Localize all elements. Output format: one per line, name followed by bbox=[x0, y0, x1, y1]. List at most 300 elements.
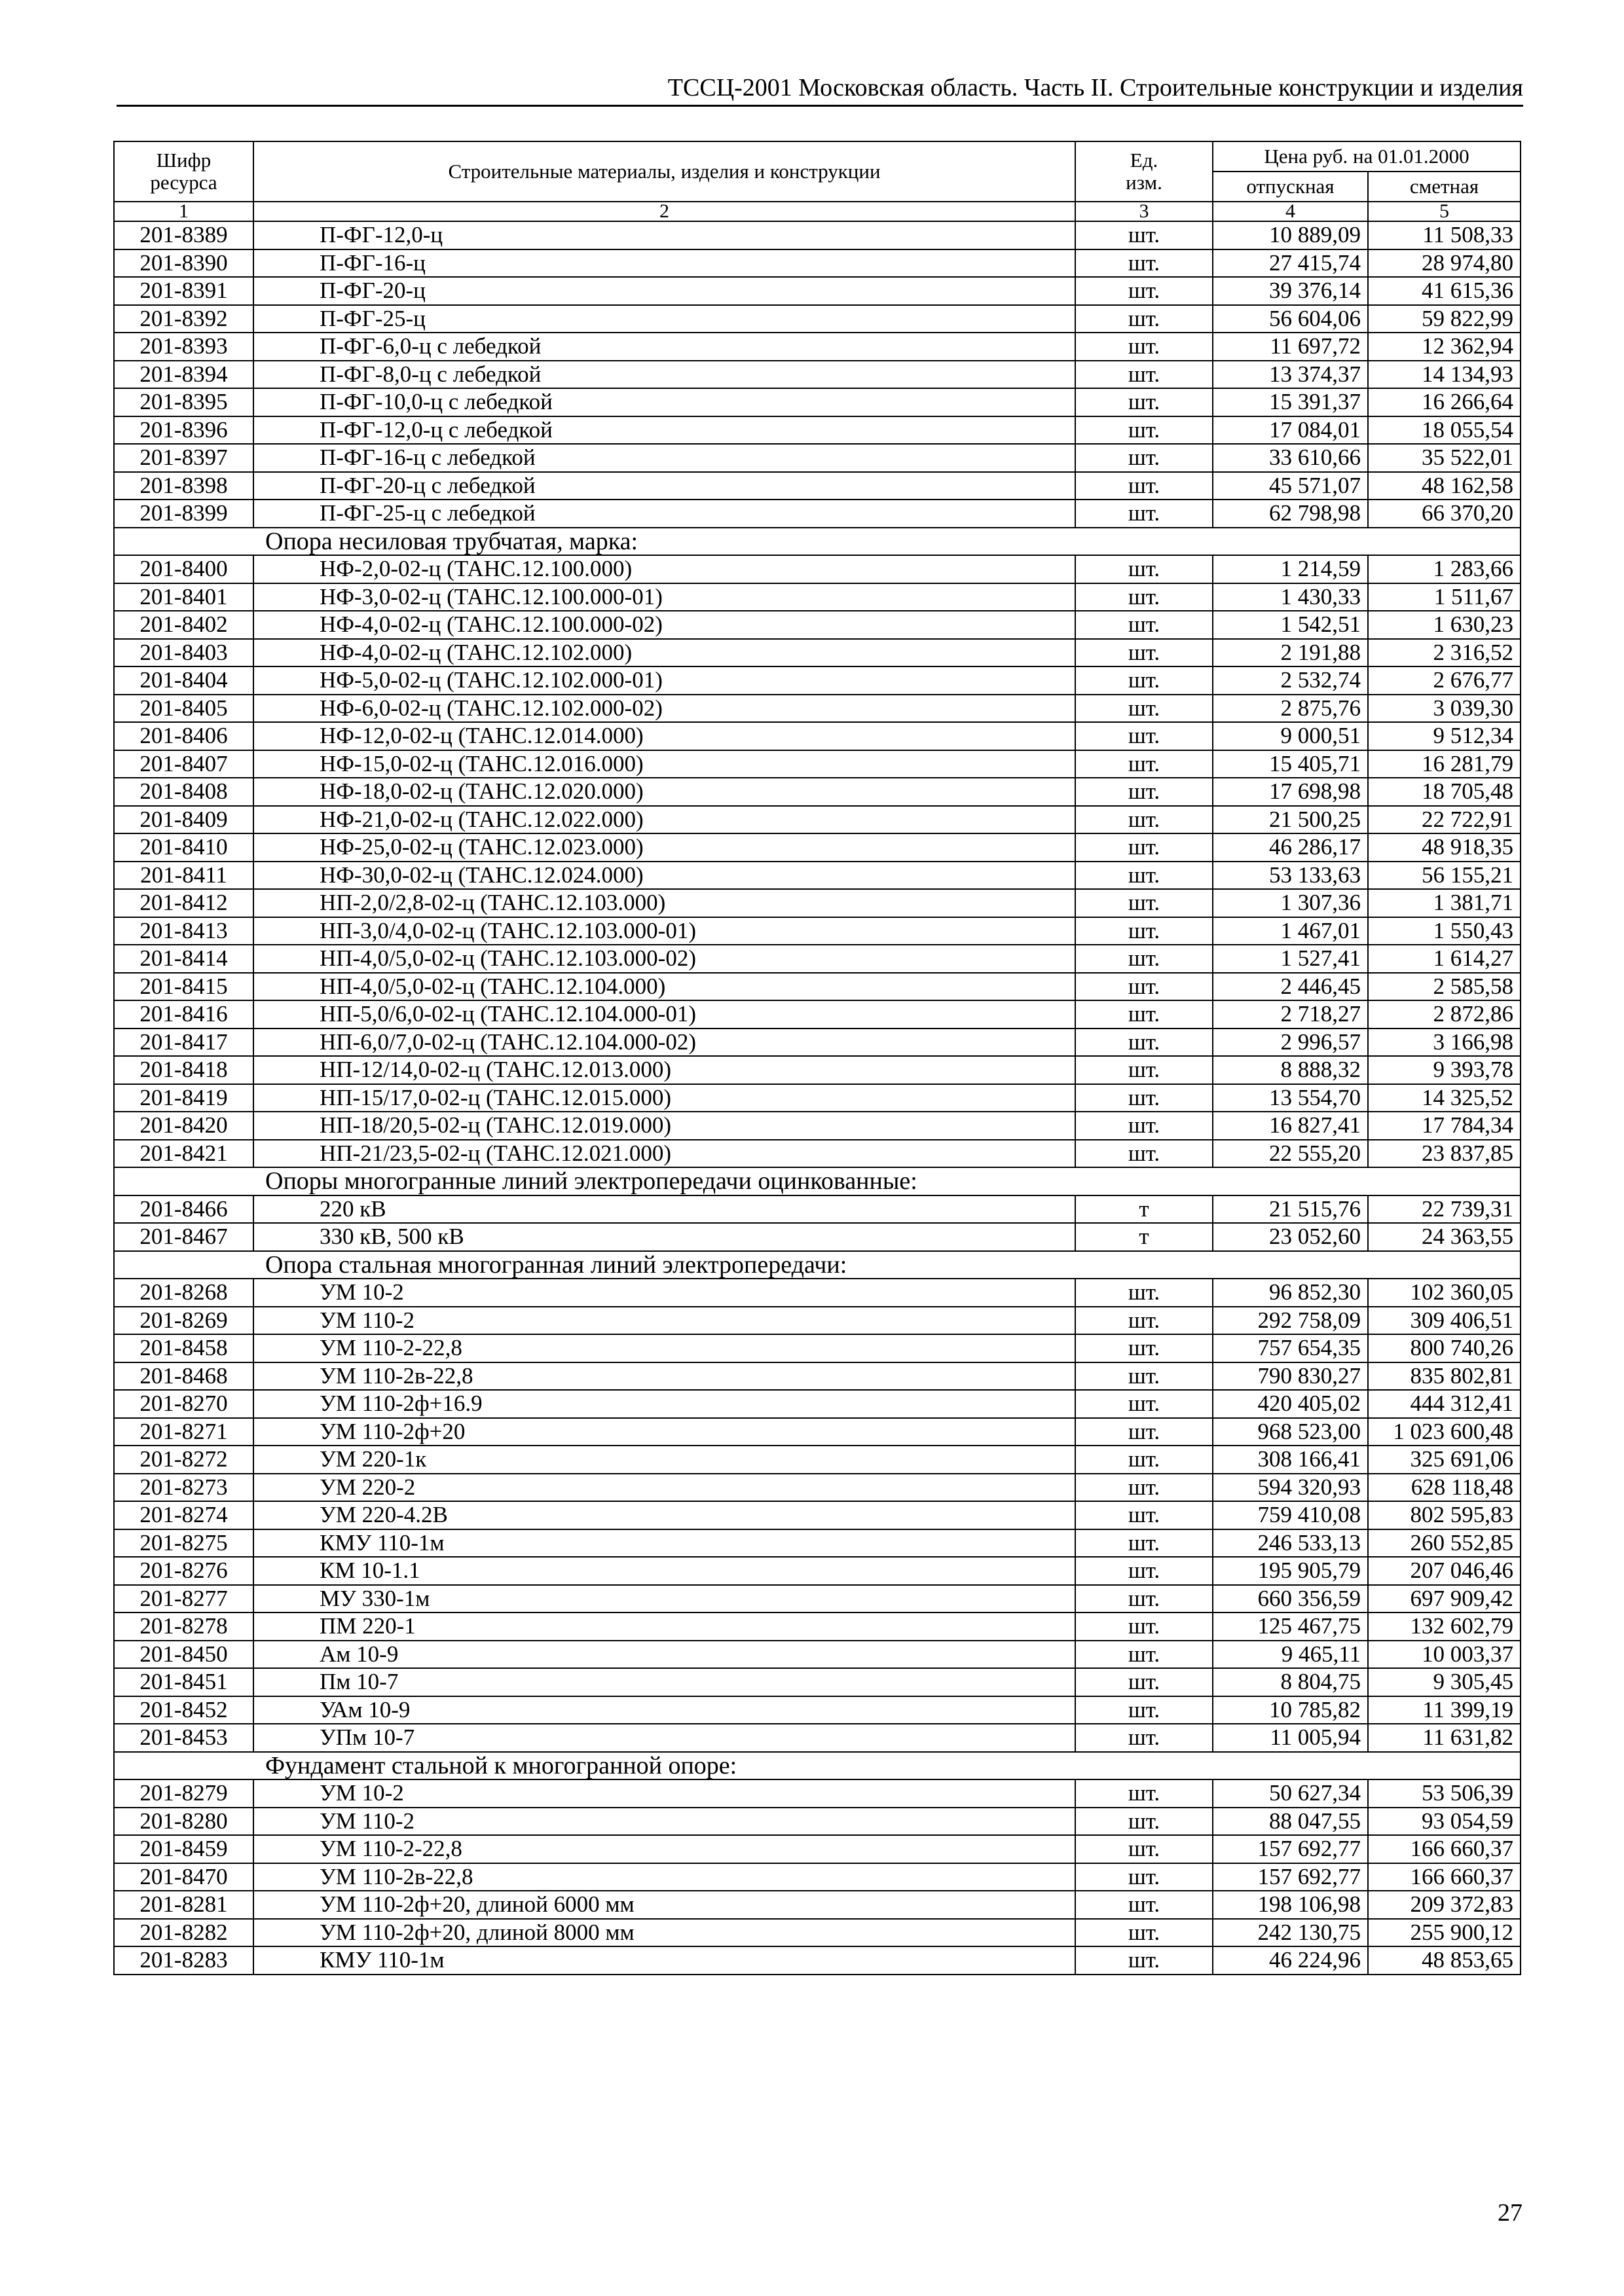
table-row bbox=[114, 750, 1521, 778]
resource-code: 201-8271 bbox=[114, 1418, 253, 1446]
item-name: НП-15/17,0-02-ц (ТАНС.12.015.000) bbox=[253, 1084, 1075, 1112]
item-name: ПМ 220-1 bbox=[253, 1613, 1075, 1641]
price-release: 62 798,98 bbox=[1213, 500, 1368, 528]
table-row bbox=[114, 388, 1521, 416]
column-number: 3 bbox=[1075, 202, 1213, 221]
resource-code: 201-8417 bbox=[114, 1029, 253, 1057]
price-release: 594 320,93 bbox=[1213, 1474, 1368, 1502]
resource-code: 201-8276 bbox=[114, 1557, 253, 1585]
table-row bbox=[114, 305, 1521, 333]
resource-code: 201-8404 bbox=[114, 666, 253, 695]
price-estimate: 16 281,79 bbox=[1368, 750, 1521, 778]
price-release: 157 692,77 bbox=[1213, 1835, 1368, 1863]
unit-of-measure: шт. bbox=[1075, 333, 1213, 361]
unit-of-measure: шт. bbox=[1075, 277, 1213, 305]
item-name: КМУ 110-1м bbox=[253, 1946, 1075, 1975]
unit-of-measure: шт. bbox=[1075, 1056, 1213, 1084]
table-row bbox=[114, 583, 1521, 611]
price-estimate: 9 393,78 bbox=[1368, 1056, 1521, 1084]
unit-of-measure: шт. bbox=[1075, 778, 1213, 806]
item-name: П-ФГ-20-ц bbox=[253, 277, 1075, 305]
item-name: УМ 110-2-22,8 bbox=[253, 1835, 1075, 1863]
unit-of-measure: шт. bbox=[1075, 1307, 1213, 1335]
item-name: НФ-25,0-02-ц (ТАНС.12.023.000) bbox=[253, 833, 1075, 862]
table-row bbox=[114, 1613, 1521, 1641]
resource-code: 201-8415 bbox=[114, 973, 253, 1001]
unit-of-measure: шт. bbox=[1075, 1000, 1213, 1029]
header-price-group: Цена руб. на 01.01.2000 bbox=[1213, 141, 1521, 172]
resource-code: 201-8398 bbox=[114, 472, 253, 500]
price-estimate: 93 054,59 bbox=[1368, 1808, 1521, 1836]
unit-of-measure: шт. bbox=[1075, 1585, 1213, 1613]
item-name: НФ-5,0-02-ц (ТАНС.12.102.000-01) bbox=[253, 666, 1075, 695]
table-row bbox=[114, 555, 1521, 583]
price-estimate: 24 363,55 bbox=[1368, 1223, 1521, 1251]
item-name: НФ-6,0-02-ц (ТАНС.12.102.000-02) bbox=[253, 695, 1075, 723]
table-row bbox=[114, 1835, 1521, 1863]
table-row bbox=[114, 917, 1521, 945]
price-release: 13 374,37 bbox=[1213, 361, 1368, 389]
unit-of-measure: шт. bbox=[1075, 1362, 1213, 1391]
table-row bbox=[114, 973, 1521, 1001]
table-row bbox=[114, 778, 1521, 806]
table-row bbox=[114, 722, 1521, 750]
item-name: НФ-15,0-02-ц (ТАНС.12.016.000) bbox=[253, 750, 1075, 778]
price-release: 1 214,59 bbox=[1213, 555, 1368, 583]
price-release: 15 391,37 bbox=[1213, 388, 1368, 416]
price-release: 9 465,11 bbox=[1213, 1641, 1368, 1669]
price-estimate: 1 511,67 bbox=[1368, 583, 1521, 611]
price-release: 15 405,71 bbox=[1213, 750, 1368, 778]
resource-code: 201-8407 bbox=[114, 750, 253, 778]
resource-code: 201-8405 bbox=[114, 695, 253, 723]
section-title: Опора стальная многогранная линий электропередачи: bbox=[114, 1251, 1521, 1279]
price-release: 50 627,34 bbox=[1213, 1779, 1368, 1808]
table-row bbox=[114, 1668, 1521, 1696]
price-release: 308 166,41 bbox=[1213, 1446, 1368, 1474]
price-estimate: 66 370,20 bbox=[1368, 500, 1521, 528]
unit-of-measure: шт. bbox=[1075, 1529, 1213, 1558]
unit-of-measure: т bbox=[1075, 1195, 1213, 1224]
price-release: 13 554,70 bbox=[1213, 1084, 1368, 1112]
unit-of-measure: шт. bbox=[1075, 1946, 1213, 1975]
price-release: 88 047,55 bbox=[1213, 1808, 1368, 1836]
price-release: 242 130,75 bbox=[1213, 1919, 1368, 1947]
unit-of-measure: шт. bbox=[1075, 1501, 1213, 1529]
table-row bbox=[114, 695, 1521, 723]
resource-code: 201-8459 bbox=[114, 1835, 253, 1863]
resource-code: 201-8278 bbox=[114, 1613, 253, 1641]
item-name: НФ-12,0-02-ц (ТАНС.12.014.000) bbox=[253, 722, 1075, 750]
price-estimate: 166 660,37 bbox=[1368, 1835, 1521, 1863]
price-estimate: 41 615,36 bbox=[1368, 277, 1521, 305]
price-estimate: 22 722,91 bbox=[1368, 806, 1521, 834]
unit-of-measure: шт. bbox=[1075, 666, 1213, 695]
item-name: П-ФГ-8,0-ц с лебедкой bbox=[253, 361, 1075, 389]
resource-code: 201-8420 bbox=[114, 1112, 253, 1140]
price-release: 10 889,09 bbox=[1213, 221, 1368, 249]
price-estimate: 697 909,42 bbox=[1368, 1585, 1521, 1613]
price-estimate: 14 325,52 bbox=[1368, 1084, 1521, 1112]
resource-code: 201-8413 bbox=[114, 917, 253, 945]
item-name: П-ФГ-6,0-ц с лебедкой bbox=[253, 333, 1075, 361]
table-row bbox=[114, 1307, 1521, 1335]
price-release: 8 804,75 bbox=[1213, 1668, 1368, 1696]
resource-code: 201-8396 bbox=[114, 416, 253, 445]
item-name: НП-6,0/7,0-02-ц (ТАНС.12.104.000-02) bbox=[253, 1029, 1075, 1057]
price-estimate: 2 585,58 bbox=[1368, 973, 1521, 1001]
item-name: КМ 10-1.1 bbox=[253, 1557, 1075, 1585]
table-row bbox=[114, 1084, 1521, 1112]
resource-code: 201-8395 bbox=[114, 388, 253, 416]
price-release: 33 610,66 bbox=[1213, 444, 1368, 472]
price-release: 9 000,51 bbox=[1213, 722, 1368, 750]
unit-of-measure: шт. bbox=[1075, 1724, 1213, 1752]
price-release: 17 084,01 bbox=[1213, 416, 1368, 445]
item-name: НФ-3,0-02-ц (ТАНС.12.100.000-01) bbox=[253, 583, 1075, 611]
resource-code: 201-8390 bbox=[114, 249, 253, 278]
table-row bbox=[114, 277, 1521, 305]
resource-code: 201-8275 bbox=[114, 1529, 253, 1558]
resource-code: 201-8268 bbox=[114, 1279, 253, 1307]
table-row bbox=[114, 361, 1521, 389]
table-row bbox=[114, 945, 1521, 973]
item-name: П-ФГ-12,0-ц bbox=[253, 221, 1075, 249]
unit-of-measure: шт. bbox=[1075, 1029, 1213, 1057]
price-release: 11 005,94 bbox=[1213, 1724, 1368, 1752]
price-release: 790 830,27 bbox=[1213, 1362, 1368, 1391]
resource-code: 201-8412 bbox=[114, 889, 253, 917]
item-name: НФ-2,0-02-ц (ТАНС.12.100.000) bbox=[253, 555, 1075, 583]
resource-code: 201-8399 bbox=[114, 500, 253, 528]
price-estimate: 309 406,51 bbox=[1368, 1307, 1521, 1335]
table-row bbox=[114, 1779, 1521, 1808]
item-name: НП-2,0/2,8-02-ц (ТАНС.12.103.000) bbox=[253, 889, 1075, 917]
table-row bbox=[114, 1474, 1521, 1502]
price-estimate: 48 853,65 bbox=[1368, 1946, 1521, 1975]
unit-of-measure: шт. bbox=[1075, 1641, 1213, 1669]
table-row bbox=[114, 611, 1521, 639]
column-number: 2 bbox=[253, 202, 1075, 221]
price-estimate: 209 372,83 bbox=[1368, 1891, 1521, 1919]
unit-of-measure: т bbox=[1075, 1223, 1213, 1251]
unit-of-measure: шт. bbox=[1075, 416, 1213, 445]
resource-code: 201-8401 bbox=[114, 583, 253, 611]
price-estimate: 1 630,23 bbox=[1368, 611, 1521, 639]
unit-of-measure: шт. bbox=[1075, 472, 1213, 500]
resource-code: 201-8466 bbox=[114, 1195, 253, 1224]
item-name: НП-18/20,5-02-ц (ТАНС.12.019.000) bbox=[253, 1112, 1075, 1140]
price-estimate: 102 360,05 bbox=[1368, 1279, 1521, 1307]
resource-code: 201-8418 bbox=[114, 1056, 253, 1084]
price-estimate: 53 506,39 bbox=[1368, 1779, 1521, 1808]
price-estimate: 166 660,37 bbox=[1368, 1863, 1521, 1891]
item-name: УМ 110-2ф+20, длиной 6000 мм bbox=[253, 1891, 1075, 1919]
price-estimate: 35 522,01 bbox=[1368, 444, 1521, 472]
unit-of-measure: шт. bbox=[1075, 611, 1213, 639]
item-name: УМ 220-2 bbox=[253, 1474, 1075, 1502]
resource-code: 201-8274 bbox=[114, 1501, 253, 1529]
price-estimate: 9 512,34 bbox=[1368, 722, 1521, 750]
resource-code: 201-8458 bbox=[114, 1334, 253, 1362]
item-name: УМ 110-2ф+20 bbox=[253, 1418, 1075, 1446]
section-header-row bbox=[114, 1752, 1521, 1780]
item-name: П-ФГ-16-ц с лебедкой bbox=[253, 444, 1075, 472]
price-release: 157 692,77 bbox=[1213, 1863, 1368, 1891]
price-release: 21 500,25 bbox=[1213, 806, 1368, 834]
unit-of-measure: шт. bbox=[1075, 1808, 1213, 1836]
table-row bbox=[114, 1919, 1521, 1947]
price-release: 420 405,02 bbox=[1213, 1390, 1368, 1418]
price-estimate: 18 705,48 bbox=[1368, 778, 1521, 806]
price-estimate: 9 305,45 bbox=[1368, 1668, 1521, 1696]
price-estimate: 1 381,71 bbox=[1368, 889, 1521, 917]
table-row bbox=[114, 1529, 1521, 1558]
resource-code: 201-8389 bbox=[114, 221, 253, 249]
resource-code: 201-8416 bbox=[114, 1000, 253, 1029]
table-row bbox=[114, 1195, 1521, 1224]
table-row bbox=[114, 1585, 1521, 1613]
resource-code: 201-8394 bbox=[114, 361, 253, 389]
item-name: УПм 10-7 bbox=[253, 1724, 1075, 1752]
item-name: НФ-30,0-02-ц (ТАНС.12.024.000) bbox=[253, 862, 1075, 890]
item-name: П-ФГ-10,0-ц с лебедкой bbox=[253, 388, 1075, 416]
price-release: 2 191,88 bbox=[1213, 639, 1368, 667]
price-estimate: 48 918,35 bbox=[1368, 833, 1521, 862]
header-name: Строительные материалы, изделия и конструкции bbox=[253, 141, 1075, 202]
header-code: Шифр ресурса bbox=[114, 141, 253, 202]
unit-of-measure: шт. bbox=[1075, 1919, 1213, 1947]
price-estimate: 255 900,12 bbox=[1368, 1919, 1521, 1947]
price-release: 759 410,08 bbox=[1213, 1501, 1368, 1529]
price-release: 53 133,63 bbox=[1213, 862, 1368, 890]
header-price-release: отпускная bbox=[1213, 172, 1368, 202]
resource-code: 201-8270 bbox=[114, 1390, 253, 1418]
resource-code: 201-8414 bbox=[114, 945, 253, 973]
price-release: 96 852,30 bbox=[1213, 1279, 1368, 1307]
table-row bbox=[114, 1029, 1521, 1057]
page-header bbox=[117, 73, 1523, 107]
price-estimate: 2 872,86 bbox=[1368, 1000, 1521, 1029]
item-name: УМ 110-2-22,8 bbox=[253, 1334, 1075, 1362]
price-release: 968 523,00 bbox=[1213, 1418, 1368, 1446]
item-name: Пм 10-7 bbox=[253, 1668, 1075, 1696]
item-name: П-ФГ-12,0-ц с лебедкой bbox=[253, 416, 1075, 445]
price-release: 46 224,96 bbox=[1213, 1946, 1368, 1975]
table-row bbox=[114, 444, 1521, 472]
price-release: 11 697,72 bbox=[1213, 333, 1368, 361]
table-row bbox=[114, 1724, 1521, 1752]
price-estimate: 2 316,52 bbox=[1368, 639, 1521, 667]
table-row bbox=[114, 806, 1521, 834]
resource-code: 201-8283 bbox=[114, 1946, 253, 1975]
item-name: П-ФГ-25-ц bbox=[253, 305, 1075, 333]
item-name: УМ 220-1к bbox=[253, 1446, 1075, 1474]
table-row bbox=[114, 1501, 1521, 1529]
price-release: 46 286,17 bbox=[1213, 833, 1368, 862]
unit-of-measure: шт. bbox=[1075, 1446, 1213, 1474]
item-name: УМ 110-2ф+20, длиной 8000 мм bbox=[253, 1919, 1075, 1947]
unit-of-measure: шт. bbox=[1075, 500, 1213, 528]
item-name: НФ-4,0-02-ц (ТАНС.12.100.000-02) bbox=[253, 611, 1075, 639]
table-row bbox=[114, 472, 1521, 500]
item-name: НП-21/23,5-02-ц (ТАНС.12.021.000) bbox=[253, 1140, 1075, 1168]
table-row bbox=[114, 1557, 1521, 1585]
price-estimate: 56 155,21 bbox=[1368, 862, 1521, 890]
resource-code: 201-8409 bbox=[114, 806, 253, 834]
table-row bbox=[114, 249, 1521, 278]
item-name: УМ 220-4.2В bbox=[253, 1501, 1075, 1529]
price-release: 246 533,13 bbox=[1213, 1529, 1368, 1558]
price-estimate: 260 552,85 bbox=[1368, 1529, 1521, 1558]
item-name: НФ-4,0-02-ц (ТАНС.12.102.000) bbox=[253, 639, 1075, 667]
price-release: 22 555,20 bbox=[1213, 1140, 1368, 1168]
unit-of-measure: шт. bbox=[1075, 249, 1213, 278]
price-release: 660 356,59 bbox=[1213, 1585, 1368, 1613]
unit-of-measure: шт. bbox=[1075, 722, 1213, 750]
item-name: НП-12/14,0-02-ц (ТАНС.12.013.000) bbox=[253, 1056, 1075, 1084]
price-release: 21 515,76 bbox=[1213, 1195, 1368, 1224]
table-row bbox=[114, 1362, 1521, 1391]
resource-code: 201-8453 bbox=[114, 1724, 253, 1752]
resource-code: 201-8280 bbox=[114, 1808, 253, 1836]
header-price-estimate: сметная bbox=[1368, 172, 1521, 202]
price-estimate: 1 023 600,48 bbox=[1368, 1418, 1521, 1446]
price-estimate: 22 739,31 bbox=[1368, 1195, 1521, 1224]
table-row bbox=[114, 1446, 1521, 1474]
price-estimate: 207 046,46 bbox=[1368, 1557, 1521, 1585]
price-estimate: 11 399,19 bbox=[1368, 1696, 1521, 1724]
price-release: 17 698,98 bbox=[1213, 778, 1368, 806]
price-release: 39 376,14 bbox=[1213, 277, 1368, 305]
item-name: НП-4,0/5,0-02-ц (ТАНС.12.104.000) bbox=[253, 973, 1075, 1001]
resource-code: 201-8419 bbox=[114, 1084, 253, 1112]
table-row bbox=[114, 1891, 1521, 1919]
price-release: 1 527,41 bbox=[1213, 945, 1368, 973]
price-release: 16 827,41 bbox=[1213, 1112, 1368, 1140]
price-release: 10 785,82 bbox=[1213, 1696, 1368, 1724]
item-name: 330 кВ, 500 кВ bbox=[253, 1223, 1075, 1251]
price-estimate: 628 118,48 bbox=[1368, 1474, 1521, 1502]
unit-of-measure: шт. bbox=[1075, 1779, 1213, 1808]
table-row bbox=[114, 221, 1521, 249]
unit-of-measure: шт. bbox=[1075, 1557, 1213, 1585]
table-row bbox=[114, 1418, 1521, 1446]
price-estimate: 3 166,98 bbox=[1368, 1029, 1521, 1057]
resource-code: 201-8397 bbox=[114, 444, 253, 472]
unit-of-measure: шт. bbox=[1075, 1891, 1213, 1919]
table-row bbox=[114, 333, 1521, 361]
section-title: Опора несиловая трубчатая, марка: bbox=[114, 528, 1521, 556]
resource-code: 201-8421 bbox=[114, 1140, 253, 1168]
price-release: 23 052,60 bbox=[1213, 1223, 1368, 1251]
price-release: 2 718,27 bbox=[1213, 1000, 1368, 1029]
unit-of-measure: шт. bbox=[1075, 555, 1213, 583]
unit-of-measure: шт. bbox=[1075, 1418, 1213, 1446]
price-estimate: 14 134,93 bbox=[1368, 361, 1521, 389]
unit-of-measure: шт. bbox=[1075, 583, 1213, 611]
table-row bbox=[114, 1334, 1521, 1362]
item-name: П-ФГ-20-ц с лебедкой bbox=[253, 472, 1075, 500]
unit-of-measure: шт. bbox=[1075, 1863, 1213, 1891]
resource-code: 201-8452 bbox=[114, 1696, 253, 1724]
price-estimate: 1 550,43 bbox=[1368, 917, 1521, 945]
price-estimate: 1 614,27 bbox=[1368, 945, 1521, 973]
table-row bbox=[114, 416, 1521, 445]
resource-code: 201-8282 bbox=[114, 1919, 253, 1947]
price-release: 1 307,36 bbox=[1213, 889, 1368, 917]
price-estimate: 11 631,82 bbox=[1368, 1724, 1521, 1752]
resource-code: 201-8391 bbox=[114, 277, 253, 305]
column-number: 4 bbox=[1213, 202, 1368, 221]
price-release: 195 905,79 bbox=[1213, 1557, 1368, 1585]
item-name: УМ 110-2 bbox=[253, 1307, 1075, 1335]
price-estimate: 23 837,85 bbox=[1368, 1140, 1521, 1168]
price-estimate: 1 283,66 bbox=[1368, 555, 1521, 583]
table-header bbox=[114, 141, 1521, 221]
price-release: 125 467,75 bbox=[1213, 1613, 1368, 1641]
resource-code: 201-8279 bbox=[114, 1779, 253, 1808]
price-estimate: 12 362,94 bbox=[1368, 333, 1521, 361]
table-row bbox=[114, 1946, 1521, 1975]
item-name: Ам 10-9 bbox=[253, 1641, 1075, 1669]
item-name: НП-5,0/6,0-02-ц (ТАНС.12.104.000-01) bbox=[253, 1000, 1075, 1029]
price-release: 56 604,06 bbox=[1213, 305, 1368, 333]
unit-of-measure: шт. bbox=[1075, 639, 1213, 667]
resource-code: 201-8277 bbox=[114, 1585, 253, 1613]
document-title: ТССЦ-2001 Московская область. Часть II. Строительные конструкции и изделия bbox=[667, 74, 1523, 101]
table-row bbox=[114, 1696, 1521, 1724]
price-estimate: 17 784,34 bbox=[1368, 1112, 1521, 1140]
section-title: Опоры многогранные линий электропередачи оцинкованные: bbox=[114, 1167, 1521, 1195]
resource-code: 201-8451 bbox=[114, 1668, 253, 1696]
unit-of-measure: шт. bbox=[1075, 973, 1213, 1001]
table-row bbox=[114, 666, 1521, 695]
price-table bbox=[113, 141, 1521, 1975]
price-release: 1 542,51 bbox=[1213, 611, 1368, 639]
price-release: 45 571,07 bbox=[1213, 472, 1368, 500]
resource-code: 201-8467 bbox=[114, 1223, 253, 1251]
item-name: П-ФГ-16-ц bbox=[253, 249, 1075, 278]
price-estimate: 325 691,06 bbox=[1368, 1446, 1521, 1474]
table-row bbox=[114, 833, 1521, 862]
item-name: УМ 110-2в-22,8 bbox=[253, 1362, 1075, 1391]
item-name: УМ 110-2 bbox=[253, 1808, 1075, 1836]
item-name: КМУ 110-1м bbox=[253, 1529, 1075, 1558]
price-release: 757 654,35 bbox=[1213, 1334, 1368, 1362]
page-number: 27 bbox=[1498, 2199, 1522, 2227]
table-row bbox=[114, 862, 1521, 890]
unit-of-measure: шт. bbox=[1075, 444, 1213, 472]
item-name: НП-3,0/4,0-02-ц (ТАНС.12.103.000-01) bbox=[253, 917, 1075, 945]
unit-of-measure: шт. bbox=[1075, 945, 1213, 973]
section-header-row bbox=[114, 1167, 1521, 1195]
unit-of-measure: шт. bbox=[1075, 806, 1213, 834]
unit-of-measure: шт. bbox=[1075, 1334, 1213, 1362]
unit-of-measure: шт. bbox=[1075, 1390, 1213, 1418]
unit-of-measure: шт. bbox=[1075, 917, 1213, 945]
item-name: УМ 110-2ф+16.9 bbox=[253, 1390, 1075, 1418]
unit-of-measure: шт. bbox=[1075, 695, 1213, 723]
unit-of-measure: шт. bbox=[1075, 833, 1213, 862]
unit-of-measure: шт. bbox=[1075, 1668, 1213, 1696]
resource-code: 201-8400 bbox=[114, 555, 253, 583]
unit-of-measure: шт. bbox=[1075, 388, 1213, 416]
unit-of-measure: шт. bbox=[1075, 862, 1213, 890]
price-release: 1 467,01 bbox=[1213, 917, 1368, 945]
unit-of-measure: шт. bbox=[1075, 1696, 1213, 1724]
resource-code: 201-8468 bbox=[114, 1362, 253, 1391]
